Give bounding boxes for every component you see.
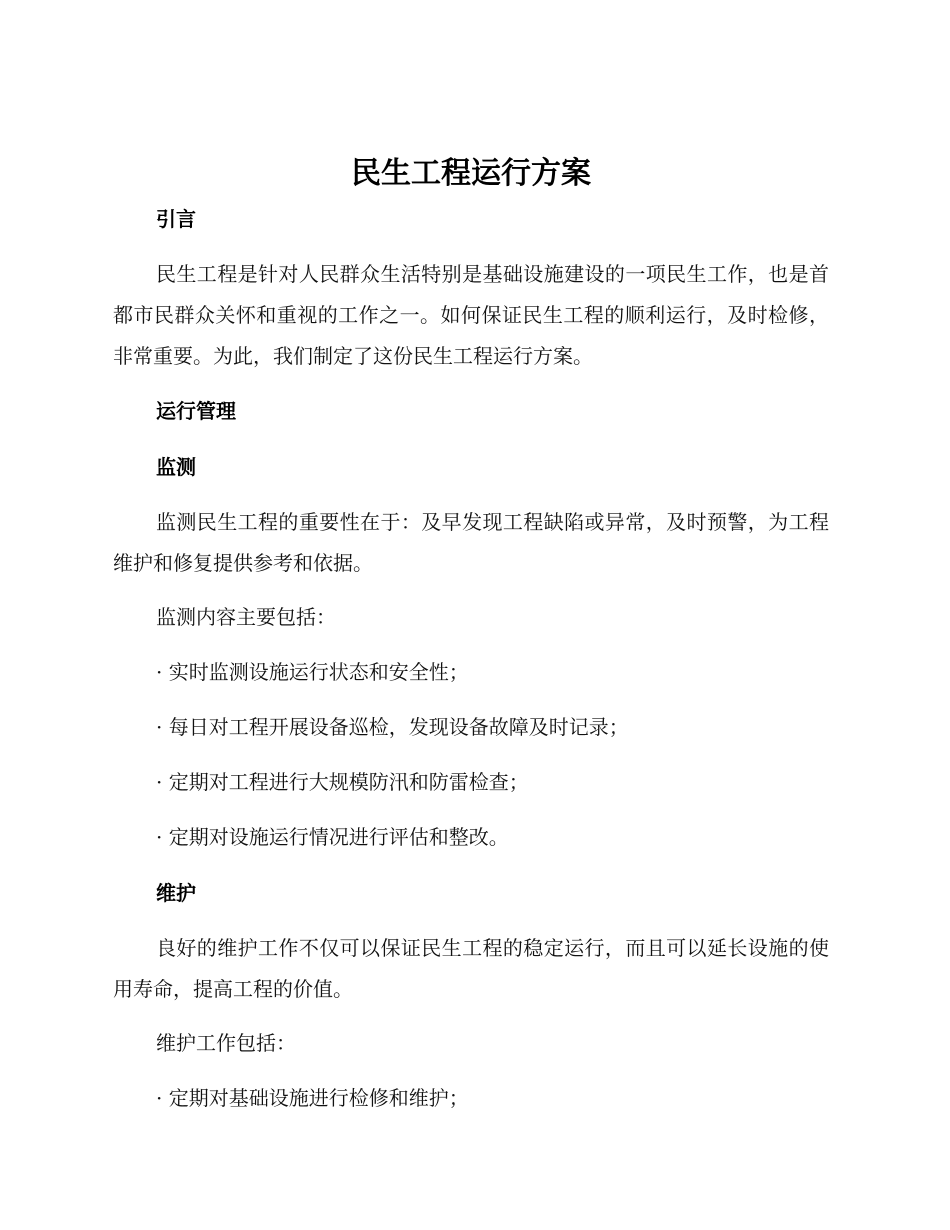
list-item: · 定期对基础设施进行检修和维护；: [156, 1086, 469, 1110]
list-item: · 每日对工程开展设备巡检，发现设备故障及时记录；: [156, 715, 629, 739]
list-item: · 定期对设施运行情况进行评估和整改。: [156, 825, 509, 849]
section-heading-maintenance: 维护: [156, 881, 196, 905]
maintenance-list-intro: 维护工作包括：: [156, 1031, 296, 1055]
section-heading-operations: 运行管理: [156, 399, 236, 423]
monitoring-list-intro: 监测内容主要包括：: [156, 605, 336, 629]
maintenance-paragraph: 良好的维护工作不仅可以保证民生工程的稳定运行，而且可以延长设施的使用寿命，提高工程的价值。: [113, 936, 829, 1001]
section-heading-intro: 引言: [156, 207, 196, 231]
document-title: 民生工程运行方案: [351, 156, 591, 191]
list-item: · 实时监测设施运行状态和安全性；: [156, 660, 469, 684]
section-heading-monitoring: 监测: [156, 455, 196, 479]
document-body: [113, 150, 829, 1133]
list-item: · 定期对工程进行大规模防汛和防雷检查；: [156, 770, 529, 794]
monitoring-paragraph: 监测民生工程的重要性在于：及早发现工程缺陷或异常，及时预警，为工程维护和修复提供参考和依据。: [113, 510, 829, 575]
intro-paragraph: 民生工程是针对人民群众生活特别是基础设施建设的一项民生工作，也是首都市民群众关怀和重视的工作之一。如何保证民生工程的顺利运行，及时检修，非常重要。为此，我们制定了这份民生工程运行方案。: [113, 262, 829, 368]
